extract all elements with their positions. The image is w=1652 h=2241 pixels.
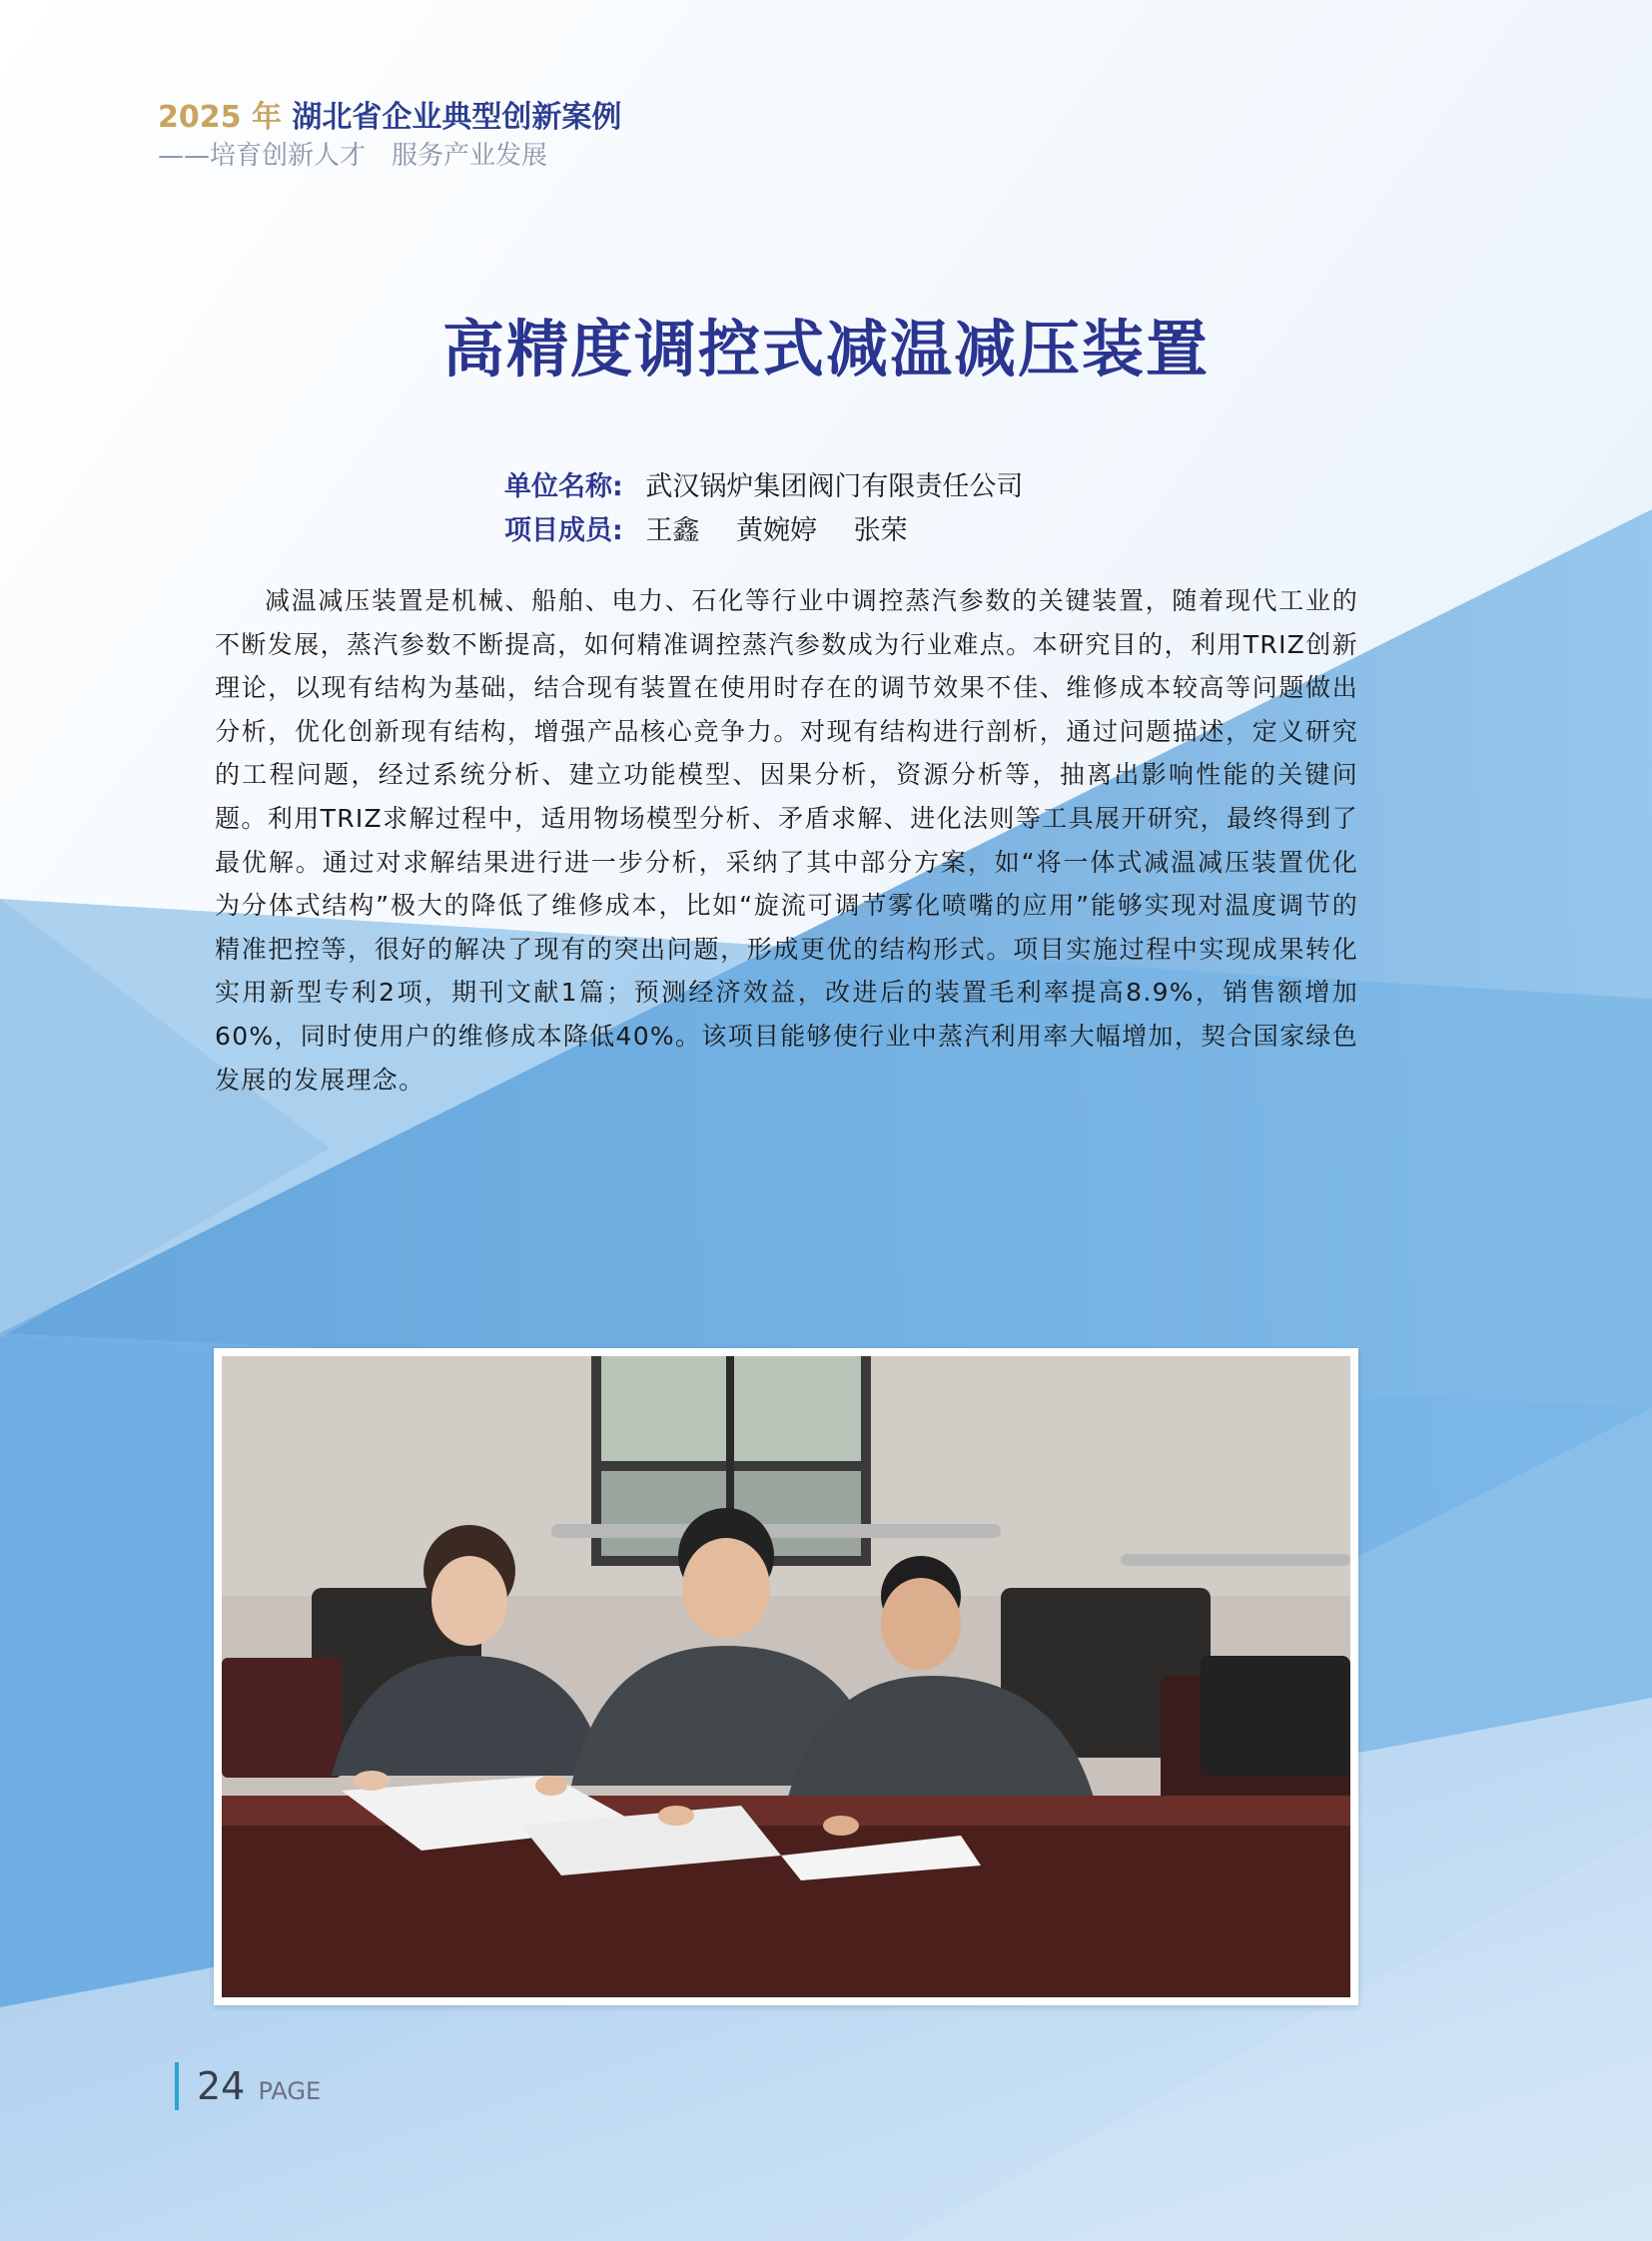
team-photo — [214, 1348, 1358, 2005]
unit-label: 单位名称: — [504, 471, 623, 502]
header-series-title: 湖北省企业典型创新案例 — [292, 100, 622, 135]
member-name: 黄婉婷 — [736, 515, 817, 546]
unit-value: 武汉锅炉集团阀门有限责任公司 — [645, 471, 1024, 502]
page-number-footer — [175, 2062, 321, 2110]
page-word: PAGE — [258, 2077, 322, 2105]
header-series-line — [158, 98, 621, 138]
member-name: 张荣 — [853, 515, 908, 546]
members-row — [504, 509, 1023, 553]
article-title: 高精度调控式减温减压装置 — [441, 313, 1210, 385]
members-label: 项目成员: — [504, 515, 623, 546]
publication-header — [158, 98, 621, 174]
header-year: 2025 年 — [158, 100, 282, 135]
article-body: 减温减压装置是机械、船舶、电力、石化等行业中调控蒸汽参数的关键装置，随着现代工业的不断发展，蒸汽参数不断提高，如何精准调控蒸汽参数成为行业难点。本研究目的，利用TRIZ创新理论，以现有结构为基础，结合现有装置在使用时存在的调节效果不佳、维修成本较高等问题做出分析，优化创新现有结构，增强产品核心竞争力。对现有结构进行剖析，通过问题描述，定义研究的工程问题，经过系统分析、建立功能模型、因果分析，资源分析等，抽离出影响性能的关键问题。利用TRIZ求解过程中，适用物场模型分析、矛盾求解、进化法则等工具展开研究，最终得到了最优解。通过对求解结果进行进一步分析，采纳了其中部分方案，如“将一体式减温减压装置优化为分体式结构”极大的降低了维修成本，比如“旋流可调节雾化喷嘴的应用”能够实现对温度调节的精准把控等，很好的解决了现有的突出问题，形成更优的结构形式。项目实施过程中实现成果转化实用新型专利2项，期刊文献1篇；预测经济效益，改进后的装置毛利率提高8.9%，销售额增加60%，同时使用户的维修成本降低40%。该项目能够使行业中蒸汽利用率大幅增加，契合国家绿色发展的发展理念。 — [215, 586, 1358, 1095]
header-subtitle: ——培育创新人才 服务产业发展 — [158, 141, 548, 171]
team-photo-illustration — [222, 1356, 1350, 1997]
unit-row — [504, 465, 1023, 509]
member-name: 王鑫 — [645, 515, 700, 546]
article-meta — [504, 465, 1023, 553]
page-number: 24 — [197, 2064, 246, 2108]
